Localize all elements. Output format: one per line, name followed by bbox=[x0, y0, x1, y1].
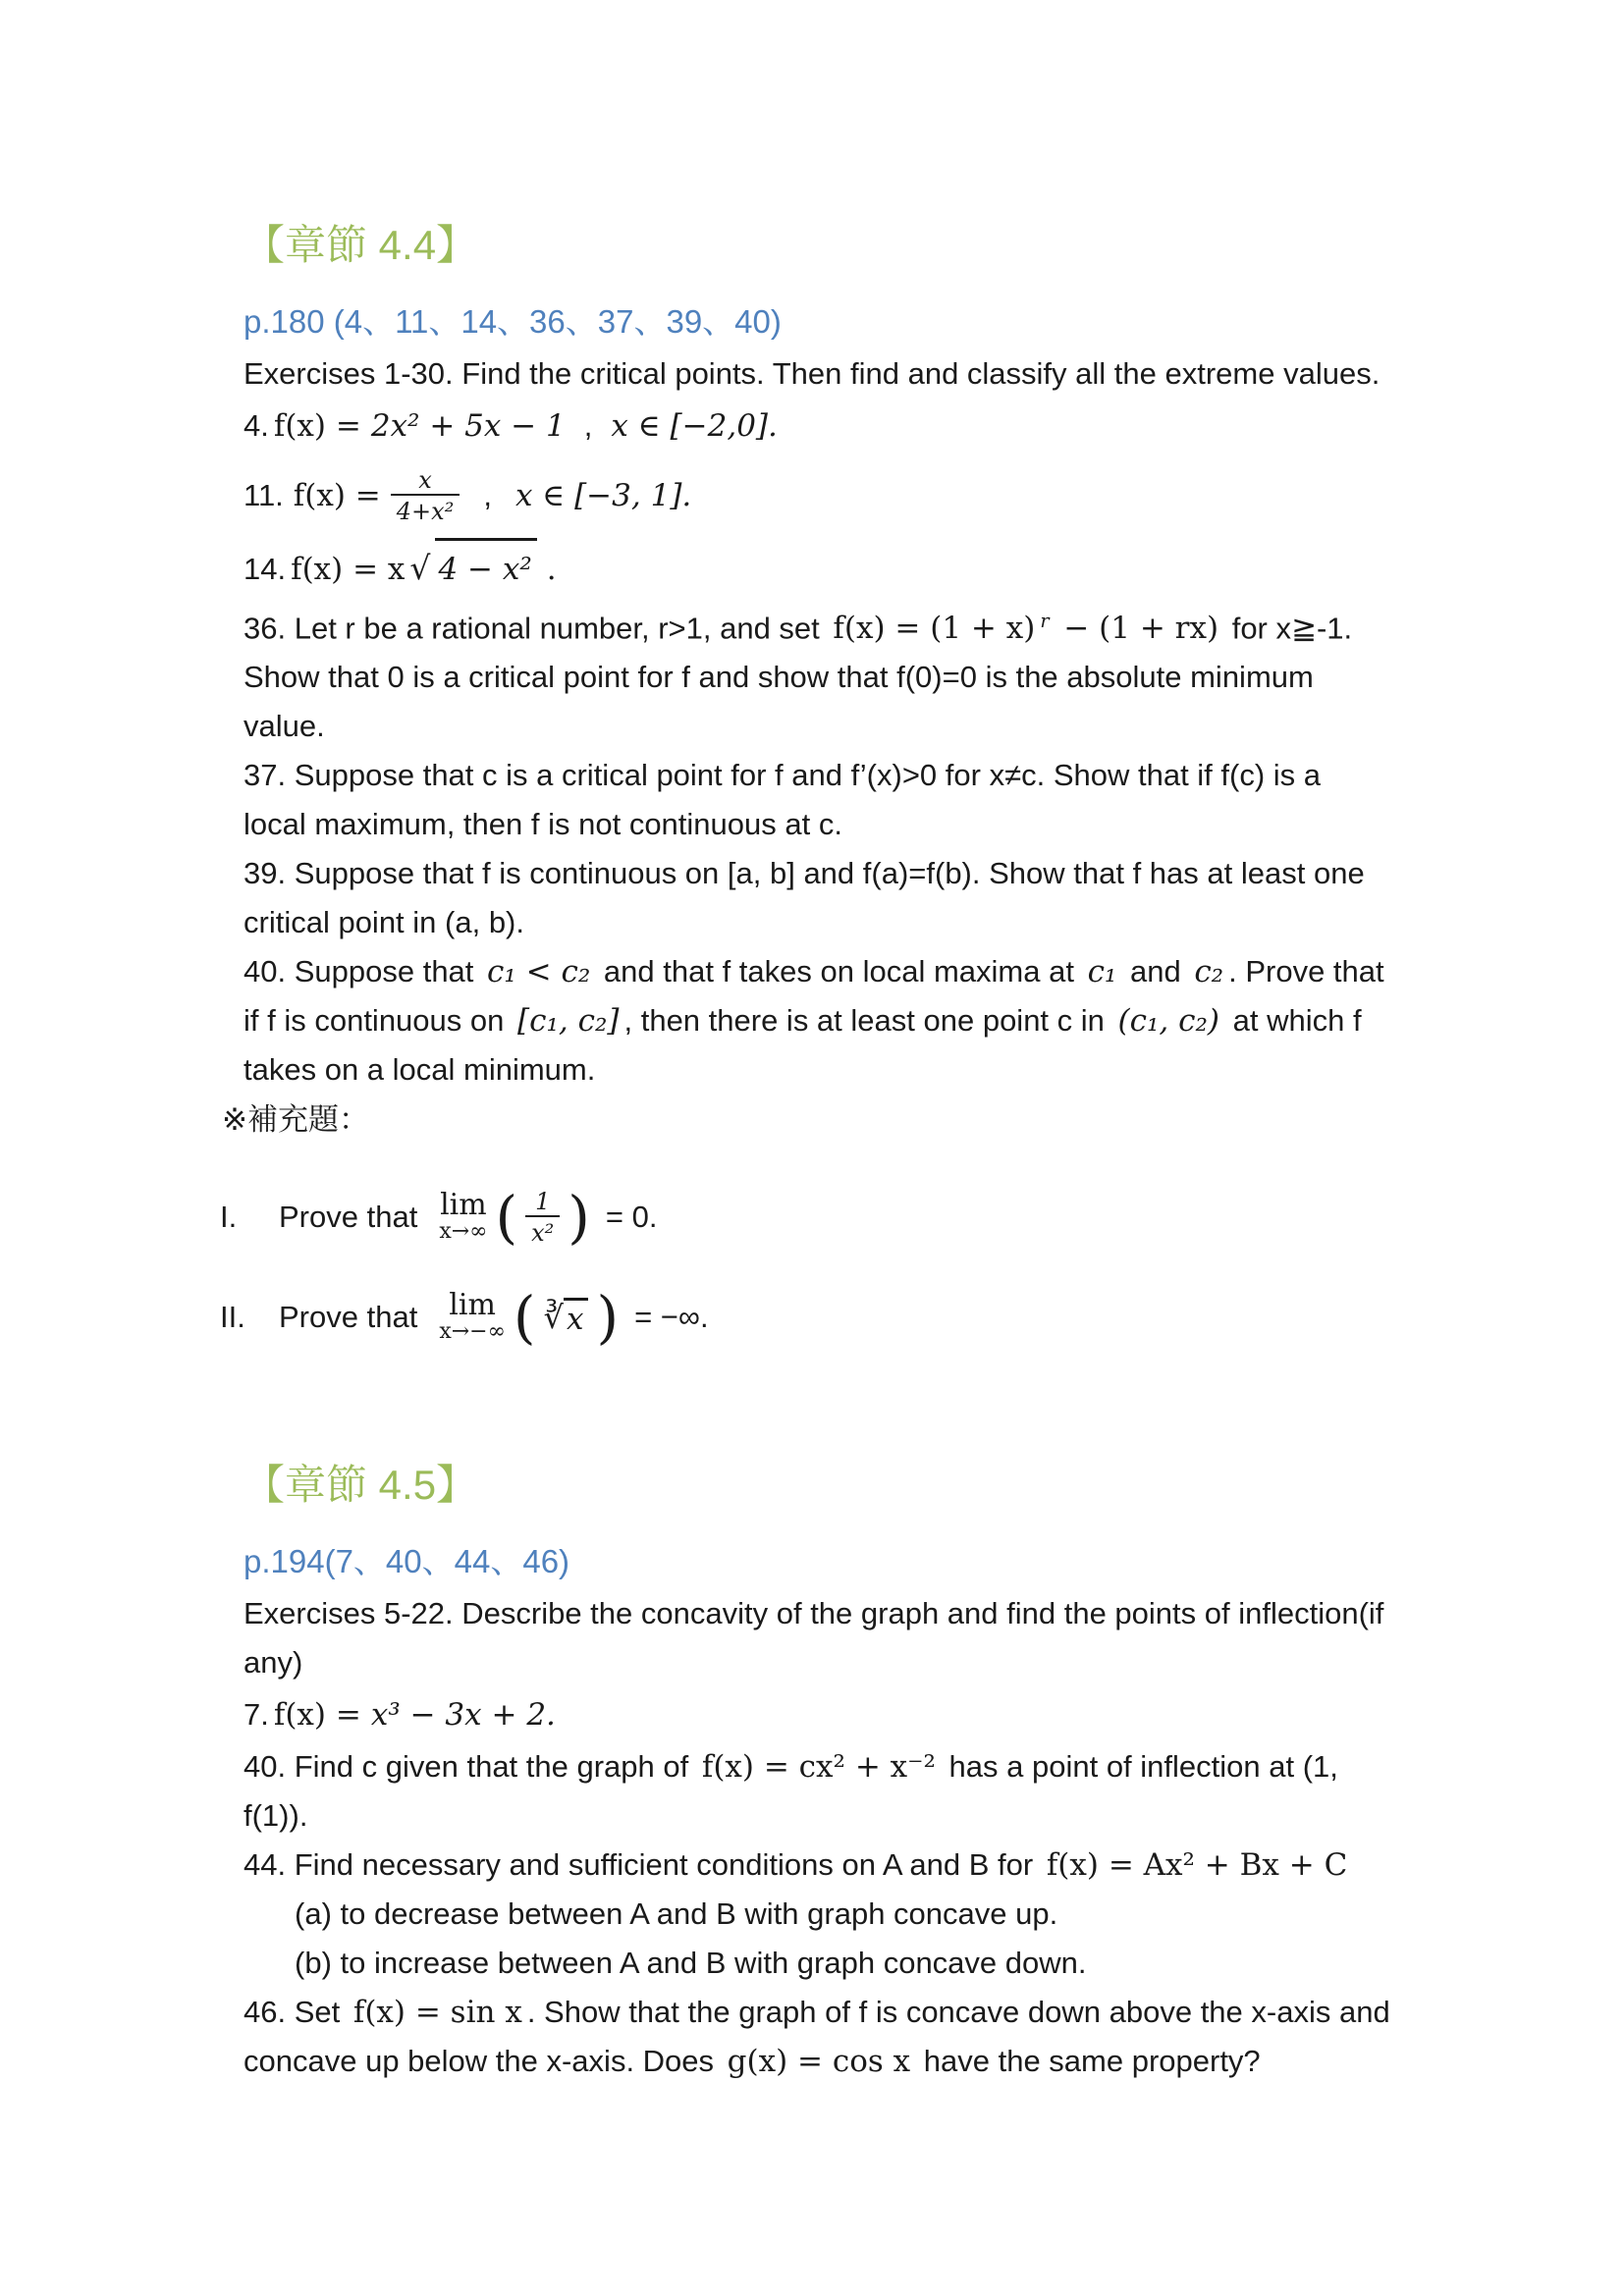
text-run: if f is continuous on bbox=[244, 1003, 513, 1039]
exercise-36-line-3: value. bbox=[244, 709, 325, 744]
fraction bbox=[391, 466, 460, 526]
text-run: . Show that the graph of f is concave down above the x-axis and bbox=[526, 1995, 1390, 2030]
math-run: f(x) = bbox=[273, 408, 361, 444]
period: . bbox=[546, 552, 557, 587]
math-run: f(x) = (1 + x) bbox=[833, 611, 1036, 647]
text-run: for x≧-1. bbox=[1223, 611, 1353, 646]
math-run: x³ − 3x + 2. bbox=[370, 1697, 556, 1734]
text-run: at which f bbox=[1224, 1003, 1362, 1039]
separator-comma: , bbox=[483, 478, 492, 512]
math-run: g(x) = cos x bbox=[727, 2044, 911, 2080]
math-run: f(x) = bbox=[273, 1697, 361, 1734]
right-paren: ) bbox=[568, 1184, 590, 1252]
equals-result: = 0. bbox=[605, 1200, 658, 1235]
limit-operator bbox=[439, 1188, 488, 1245]
left-paren: ( bbox=[495, 1184, 518, 1252]
page-reference-4-4: p.180 (4、11、14、36、37、39、40) bbox=[244, 303, 782, 340]
math-run: f(x) = cx² + x⁻² bbox=[701, 1749, 936, 1786]
cube-root-sign: ∛ bbox=[543, 1299, 564, 1337]
math-run: − (1 + rx) bbox=[1054, 611, 1219, 647]
exercise-40b-line-2: f(1)). bbox=[244, 1798, 308, 1834]
section-4-4 bbox=[220, 214, 1540, 1360]
math-run: f(x) = x bbox=[291, 552, 406, 587]
math-run: f(x) = bbox=[293, 478, 381, 513]
text-run: 40. Suppose that bbox=[244, 954, 483, 989]
domain-run: x ∈ [−2,0]. bbox=[611, 408, 778, 444]
exercise-40-line-2 bbox=[244, 996, 1540, 1045]
lim-subscript: x→−∞ bbox=[439, 1319, 506, 1345]
radical-sign: √ bbox=[409, 549, 431, 587]
supplement-item-1 bbox=[220, 1175, 1540, 1259]
exercise-44-item-b: (b) to increase between A and B with graph concave down. bbox=[295, 1946, 1087, 1981]
equals-result: = −∞. bbox=[634, 1300, 709, 1335]
text-run: has a point of inflection at (1, bbox=[940, 1749, 1338, 1785]
fraction-denominator: x² bbox=[525, 1215, 560, 1248]
page-reference-4-5: p.194(7、40、44、46) bbox=[244, 1543, 570, 1580]
text-run: Prove that bbox=[279, 1200, 418, 1235]
supplement-item-2 bbox=[220, 1275, 1540, 1360]
exercise-39-line-1: 39. Suppose that f is continuous on [a, b] and f(a)=f(b). Show that f has at least one bbox=[244, 856, 1365, 891]
section-heading-4-4: 【章節 4.4】 bbox=[244, 222, 478, 268]
exercise-number: 11. bbox=[244, 478, 284, 512]
fraction-numerator: 1 bbox=[535, 1187, 551, 1215]
lim-word: lim bbox=[440, 1188, 487, 1223]
text-run: 44. Find necessary and sufficient conditions on A and B for bbox=[244, 1847, 1042, 1883]
exercise-36-line-2: Show that 0 is a critical point for f and show that f(0)=0 is the absolute minimum bbox=[244, 660, 1314, 695]
math-run: 2x² + 5x − 1 bbox=[370, 408, 566, 444]
text-run: have the same property? bbox=[915, 2044, 1261, 2079]
math-run: f(x) = sin x bbox=[352, 1995, 522, 2031]
supplement-title: ※補充題： bbox=[222, 1102, 369, 1138]
text-run: and that f takes on local maxima at bbox=[595, 954, 1083, 989]
math-run: [c₁, c₂] bbox=[517, 1003, 620, 1040]
section-4-5 bbox=[244, 1454, 1540, 2086]
exercise-11 bbox=[244, 454, 1540, 538]
separator-comma: , bbox=[583, 408, 593, 443]
radicand: x bbox=[564, 1298, 588, 1337]
exercise-36-line-1 bbox=[244, 597, 1540, 653]
fraction-numerator: x bbox=[418, 465, 432, 494]
text-run: . Prove that bbox=[1228, 954, 1384, 989]
fraction-denominator: 4+x² bbox=[391, 494, 460, 526]
lim-subscript: x→∞ bbox=[439, 1219, 488, 1245]
exercise-4 bbox=[244, 399, 1540, 454]
fraction bbox=[525, 1188, 560, 1248]
exercise-number: 7. bbox=[244, 1697, 269, 1733]
exercise-number: 4. bbox=[244, 408, 269, 443]
exercise-number: 14. bbox=[244, 552, 287, 586]
exercise-37-line-2: local maximum, then f is not continuous at c. bbox=[244, 807, 842, 842]
left-paren: ( bbox=[513, 1284, 536, 1352]
exercise-44-item-a: (a) to decrease between A and B with graph concave up. bbox=[295, 1896, 1058, 1932]
exercise-39-line-2: critical point in (a, b). bbox=[244, 905, 524, 940]
text-run: 36. Let r be a rational number, r>1, and set bbox=[244, 611, 829, 646]
limit-operator bbox=[439, 1288, 506, 1345]
section-heading-4-5: 【章節 4.5】 bbox=[244, 1462, 478, 1509]
text-run: 46. Set bbox=[244, 1995, 349, 2030]
list-label: I. bbox=[220, 1200, 238, 1235]
domain-run: x ∈ [−3, 1]. bbox=[514, 478, 692, 513]
intro-4-5-line-2: any) bbox=[244, 1645, 303, 1681]
intro-4-5-line-1: Exercises 5-22. Describe the concavity of the graph and find the points of inflection(if bbox=[244, 1596, 1384, 1631]
exercise-44-line-1 bbox=[244, 1841, 1540, 1890]
right-paren: ) bbox=[596, 1284, 620, 1352]
exercise-46-line-2 bbox=[244, 2037, 1540, 2086]
list-label: II. bbox=[220, 1300, 245, 1335]
exercise-7 bbox=[244, 1687, 1540, 1742]
text-run: 40. Find c given that the graph of bbox=[244, 1749, 697, 1785]
math-run: c₁ bbox=[1087, 954, 1117, 990]
text-run: , then there is at least one point c in bbox=[623, 1003, 1113, 1039]
text-run: concave up below the x-axis. Does bbox=[244, 2044, 723, 2079]
text-run: and bbox=[1121, 954, 1190, 989]
exercise-40-line-3: takes on a local minimum. bbox=[244, 1052, 596, 1088]
exercise-40-line-1 bbox=[244, 947, 1540, 996]
intro-4-4: Exercises 1-30. Find the critical points. Then find and classify all the extreme values. bbox=[244, 356, 1380, 391]
exercise-37-line-1: 37. Suppose that c is a critical point for f and f’(x)>0 for x≠c. Show that if f(c) is a bbox=[244, 758, 1322, 793]
math-run: f(x) = Ax² + Bx + C bbox=[1046, 1847, 1348, 1884]
math-run: c₂ bbox=[1194, 954, 1224, 990]
exercise-40b-line-1 bbox=[244, 1742, 1540, 1791]
math-run: (c₁, c₂) bbox=[1117, 1003, 1219, 1040]
radicand: 4 − x² bbox=[435, 538, 536, 597]
math-run: c₁ < c₂ bbox=[487, 954, 591, 990]
exercise-46-line-1 bbox=[244, 1988, 1540, 2037]
lim-word: lim bbox=[449, 1288, 496, 1323]
exponent-r: r bbox=[1040, 610, 1050, 632]
exercise-14 bbox=[244, 538, 1540, 597]
text-run: Prove that bbox=[279, 1300, 418, 1335]
